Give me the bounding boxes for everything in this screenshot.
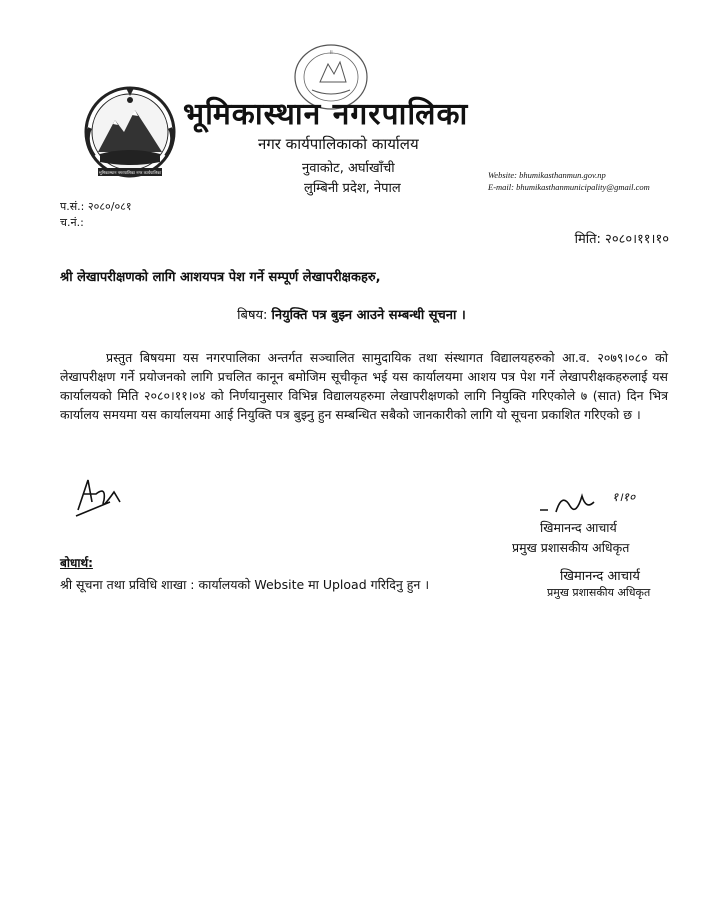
cc-text: श्री सूचना तथा प्रविधि शाखा : कार्यालयको Website मा Upload गरिदिनु हुन । [60,577,430,592]
dispatch-number: च.नं.: [60,216,84,229]
email-text: E-mail: bhumikasthanmunicipality@gmail.com [488,182,650,192]
recipient-line: श्री लेखापरीक्षणको लागि आशयपत्र पेश गर्ने सम्पूर्ण लेखापरीक्षकहरु, [60,270,381,285]
letter-date: मिति: २०८०।११।१० [574,232,669,247]
subject-text: नियुक्ति पत्र बुझ्न आउने सम्बन्धी सूचना । [271,308,466,323]
subject-line [0,305,703,323]
nepal-emblem [80,82,180,182]
notice-body: प्रस्तुत बिषयमा यस नगरपालिका अन्तर्गत सञ्चालित सामुदायिक तथा संस्थागत विद्यालयहरुको आ.व. २०७९।०८० को लेखापरीक्षण गर्ने प्रयोजनको लागि प्रचलित कानून बमोजिम सूचीकृत भई यस कार्यालयमा आशय पत्र पेश गर्ने लेखापरीक्षकहरुलाई यस कार्यालयको मिति २०८०।११।०४ को निर्णयानुसार विभिन्न विद्यालयहरुमा लेखापरीक्षणको लागि नियुक्ति गरिएकोले ७ (सात) दिन भित्र कार्यालय समयमा यस कार्यालयमा आई नियुक्ति पत्र बुझ्नु हुन सम्बन्धित सबैको जानकारीको लागि यो सूचना प्रकाशित गरिएको छ । [60,350,668,422]
svg-text:॥: ॥ [329,49,333,56]
office-name: नगर कार्यपालिकाको कार्यालय [258,135,419,153]
website-text: Website: bhumikasthanmun.gov.np [488,170,606,180]
handwritten-date: १।१० [612,490,636,504]
subject-label: बिषय: [237,308,268,323]
emblem-caption: भूमिकास्थान नगरपालिका नगर कार्यपालिका [98,170,162,175]
reference-number: प.सं.: २०८०/०८१ [60,200,132,213]
officer-name: खिमानन्द आचार्य [540,520,617,535]
officer-stamp-designation: प्रमुख प्रशासकीय अधिकृत [547,586,651,599]
municipality-name: भूमिकास्थान नगरपालिका [183,97,469,132]
cc-label: बोधार्थ: [60,556,93,570]
initial-signature [70,472,130,522]
address-line-2: लुम्बिनी प्रदेश, नेपाल [304,181,401,196]
officer-designation: प्रमुख प्रशासकीय अधिकृत [512,540,630,555]
address-line-1: नुवाकोट, अर्घाखाँची [302,161,395,176]
officer-stamp-name: खिमानन्द आचार्य [560,569,640,584]
